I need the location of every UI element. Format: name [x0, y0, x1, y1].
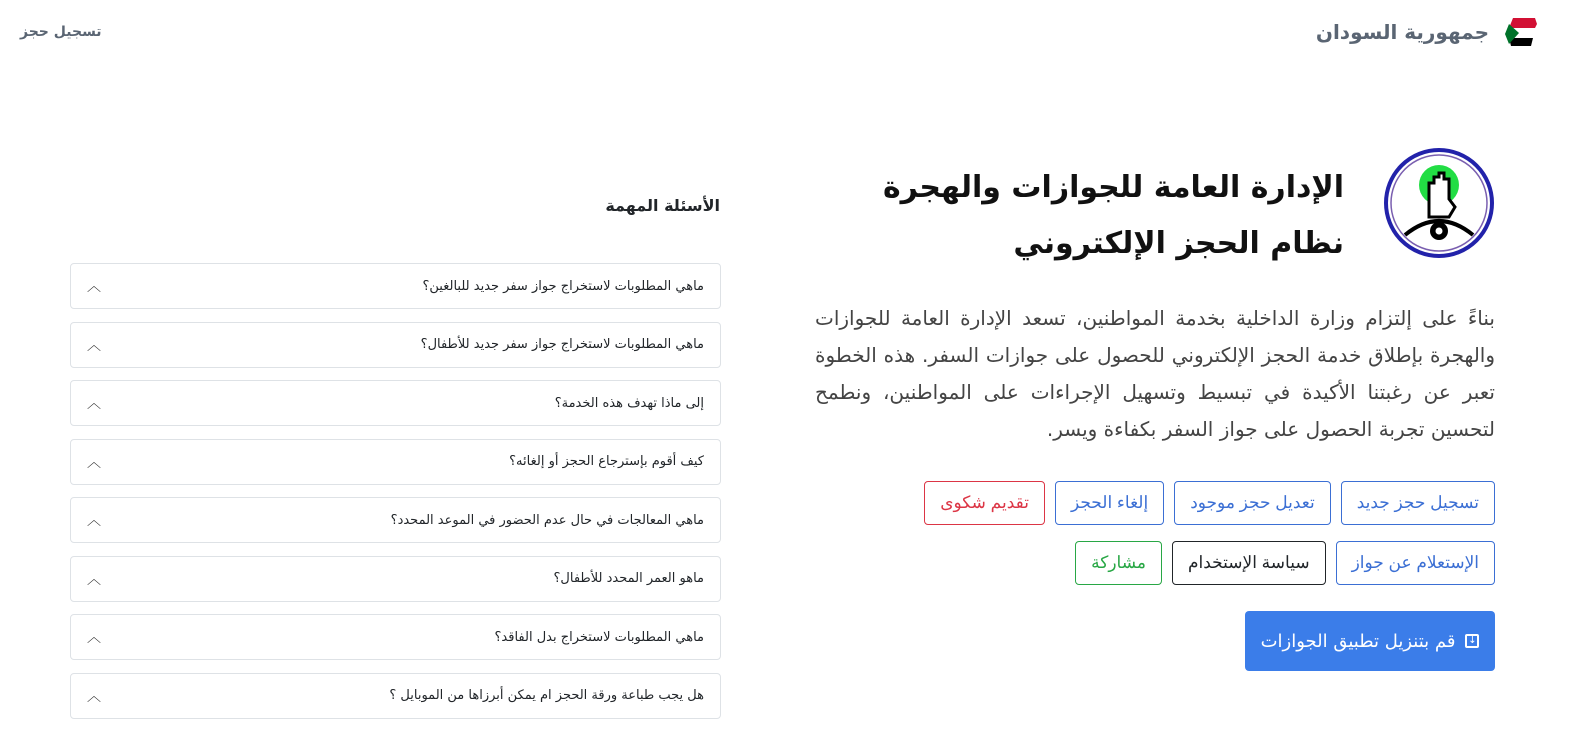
- chevron-up-icon: ︿: [87, 630, 101, 646]
- sudan-map-flag-icon: [1505, 14, 1539, 50]
- intro-paragraph: بناءً على إلتزام وزارة الداخلية بخدمة المواطنين، تسعد الإدارة العامة للجوازات والهجرة بإطلاق خدمة الحجز الإلكتروني للحصول على جوازات السفر. هذه الخطوة تعبر عن رغبتنا الأكيدة في تبسيط وتسهيل الإجراءات على المواطنين، ونطمح لتحسين تجربة الحصول على جواز السفر بكفاءة ويسر.: [815, 306, 1495, 441]
- chevron-up-icon: ︿: [87, 571, 101, 588]
- faq-question: ماهي المطلوبات لاستخراج جواز سفر جديد للبالغين؟: [422, 278, 704, 294]
- brand-name: جمهورية السودان: [1315, 20, 1489, 44]
- faq-item[interactable]: [70, 614, 721, 660]
- complaint-button[interactable]: تقديم شكوى: [924, 481, 1045, 525]
- page-title: [883, 160, 1344, 272]
- passport-department-logo: [1383, 147, 1495, 259]
- cancel-booking-button[interactable]: إلغاء الحجز: [1055, 481, 1164, 525]
- faq-question: ماهي المطلوبات لاستخراج جواز سفر جديد للأطفال؟: [420, 337, 704, 352]
- faq-accordion: [70, 263, 721, 731]
- faq-item[interactable]: [70, 439, 721, 485]
- download-icon: ↓: [1465, 634, 1479, 648]
- faq-item[interactable]: [70, 263, 721, 309]
- faq-item[interactable]: [70, 322, 721, 368]
- faq-item[interactable]: [70, 556, 721, 602]
- chevron-up-icon: ︿: [87, 396, 101, 412]
- faq-question: إلى ماذا تهدف هذه الخدمة؟: [554, 395, 704, 411]
- chevron-up-icon: ︿: [87, 688, 101, 705]
- passport-inquiry-button[interactable]: الإستعلام عن جواز: [1336, 541, 1495, 585]
- chevron-up-icon: ︿: [87, 337, 101, 354]
- faq-question: كيف أقوم بإسترجاع الحجز أو إلغائه؟: [509, 454, 704, 469]
- faq-question: ماهي المعالجات في حال عدم الحضور في الموعد المحدد؟: [390, 512, 704, 528]
- faq-item[interactable]: [70, 380, 721, 426]
- faq-question: ماهي المطلوبات لاستخراج بدل الفاقد؟: [494, 629, 704, 645]
- download-app-label: قم بتنزيل تطبيق الجوازات: [1260, 630, 1456, 652]
- title-line-2: نظام الحجز الإلكتروني: [1013, 226, 1344, 261]
- faq-question: هل يجب طباعة ورقة الحجز ام يمكن أبرزاها من الموبايل ؟: [389, 688, 704, 703]
- faq-item[interactable]: [70, 673, 721, 719]
- title-line-1: الإدارة العامة للجوازات والهجرة: [882, 170, 1344, 205]
- chevron-up-icon: ︿: [87, 279, 101, 295]
- brand[interactable]: [1316, 14, 1539, 50]
- nav-register-booking[interactable]: تسجيل حجز: [20, 24, 102, 40]
- faq-question: ماهو العمر المحدد للأطفال؟: [553, 571, 704, 586]
- chevron-up-icon: ︿: [87, 454, 101, 471]
- edit-booking-button[interactable]: تعديل حجز موجود: [1174, 481, 1331, 525]
- download-app-button[interactable]: [1245, 611, 1495, 671]
- faq-heading: الأسئلة المهمة: [605, 196, 720, 215]
- new-booking-button[interactable]: تسجيل حجز جديد: [1341, 481, 1495, 525]
- chevron-up-icon: ︿: [87, 513, 101, 529]
- share-button[interactable]: مشاركة: [1075, 541, 1162, 585]
- usage-policy-button[interactable]: سياسة الإستخدام: [1172, 541, 1326, 585]
- faq-item[interactable]: [70, 497, 721, 543]
